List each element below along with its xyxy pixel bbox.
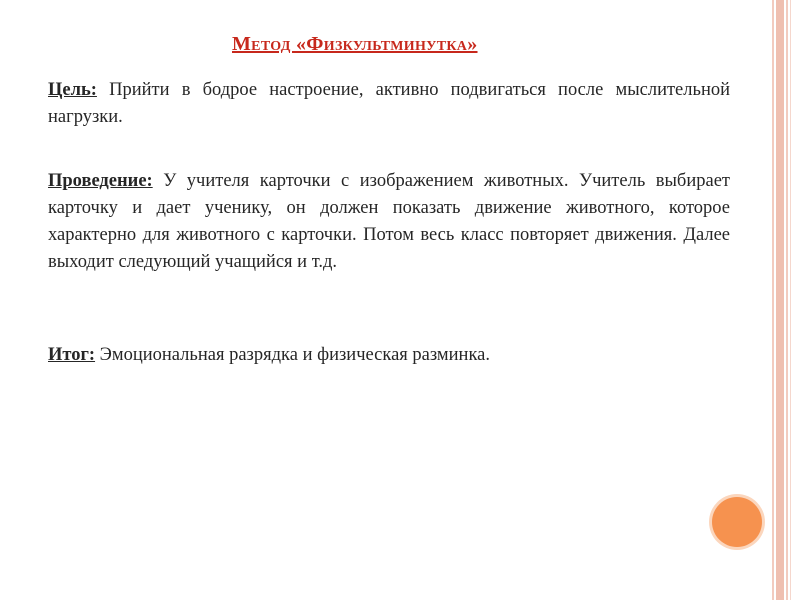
goal-paragraph — [48, 77, 730, 131]
slide-title: Метод «Физкультминутка» — [232, 33, 478, 55]
result-label: Итог: — [48, 345, 96, 365]
decorative-stripe — [786, 0, 788, 600]
result-text: Эмоциональная разрядка и физическая разминка. — [95, 345, 490, 365]
decorative-stripe — [776, 0, 784, 600]
procedure-paragraph — [48, 168, 730, 276]
goal-label: Цель: — [48, 80, 97, 100]
decorative-circle-icon — [712, 497, 762, 547]
goal-text: Прийти в бодрое настроение, активно подвигаться после мыслительной нагрузки. — [48, 80, 730, 127]
result-paragraph — [48, 342, 730, 369]
decorative-stripe — [790, 0, 791, 600]
procedure-label: Проведение: — [48, 171, 153, 191]
procedure-text: У учителя карточки с изображением животных. Учитель выбирает карточку и дает ученику, он должен показать движение животного, которое характерно для животного с карточки. Потом весь класс повторяет движения. Далее выходит следующий учащийся и т.д. — [48, 171, 730, 272]
decorative-stripe — [772, 0, 774, 600]
